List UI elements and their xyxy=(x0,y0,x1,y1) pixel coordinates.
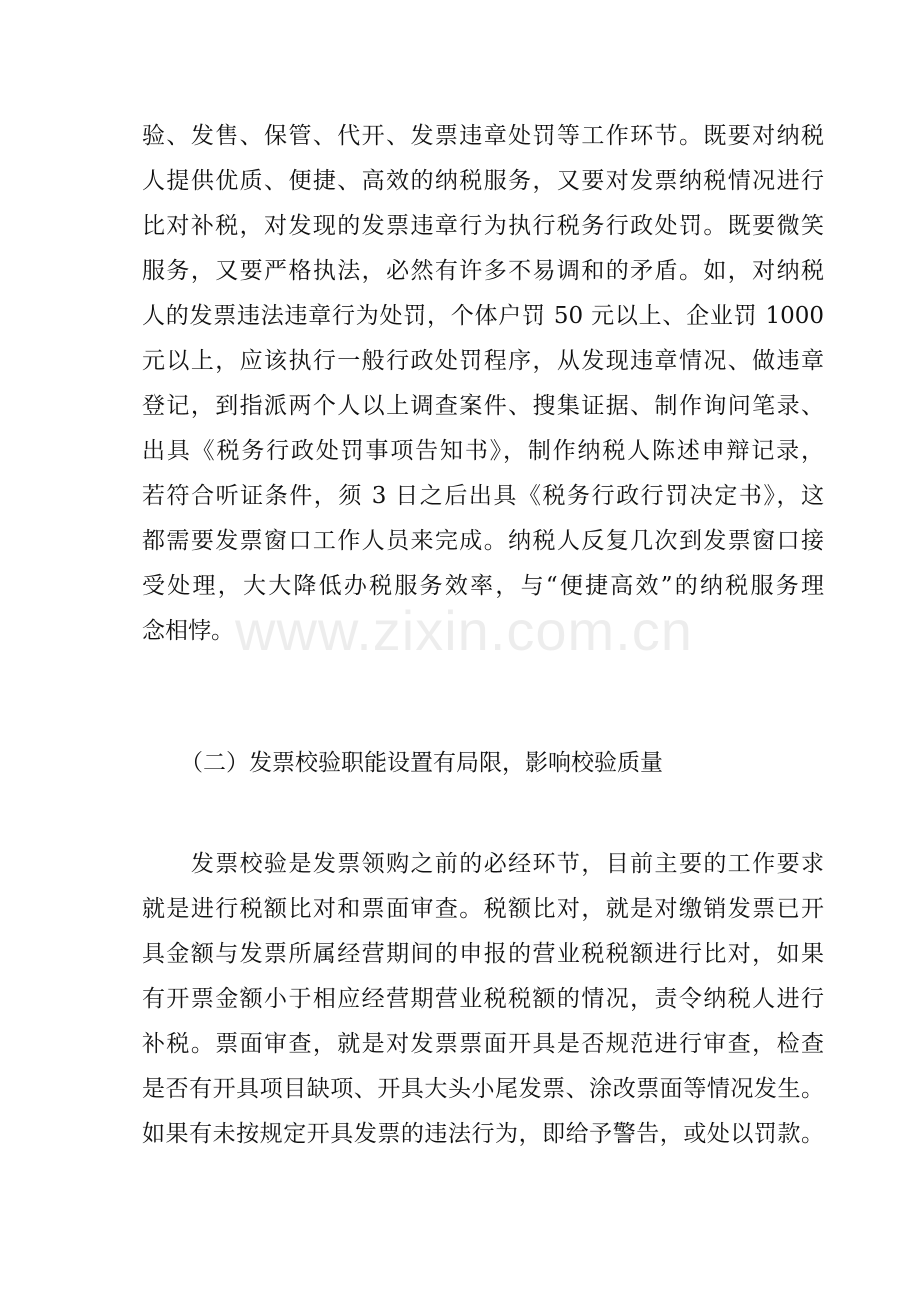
text-line: 受处理，大大降低办税服务效率，与“便捷高效”的纳税服务理 xyxy=(142,573,824,599)
watermark: www.zixin.com.cn xyxy=(235,599,693,662)
text-line: 服务，又要严格执法，必然有许多不易调和的矛盾。如，对纳税 xyxy=(142,258,824,284)
text-line: 发票校验是发票领购之前的必经环节，目前主要的工作要求 xyxy=(142,851,824,877)
text-line: 念相悖。 xyxy=(142,618,234,644)
text-line: 如果有未按规定开具发票的违法行为，即给予警告，或处以罚款。 xyxy=(142,1121,824,1147)
text-line: 是否有开具项目缺项、开具大头小尾发票、涂改票面等情况发生。 xyxy=(142,1076,824,1102)
text-line: 登记，到指派两个人以上调查案件、搜集证据、制作询问笔录、 xyxy=(142,393,824,419)
body-paragraph-2 xyxy=(142,842,824,1157)
section-heading: （二）发票校验职能设置有局限，影响校验质量 xyxy=(180,750,663,776)
text-line: 具金额与发票所属经营期间的申报的营业税税额进行比对，如果 xyxy=(142,941,824,967)
text-line: 就是进行税额比对和票面审查。税额比对，就是对缴销发票已开 xyxy=(142,896,824,922)
text-line: 补税。票面审查，就是对发票票面开具是否规范进行审查，检查 xyxy=(142,1031,824,1057)
text-line: 人提供优质、便捷、高效的纳税服务，又要对发票纳税情况进行 xyxy=(142,168,824,194)
body-paragraph-1 xyxy=(142,114,824,654)
text-line: 验、发售、保管、代开、发票违章处罚等工作环节。既要对纳税 xyxy=(142,123,824,149)
text-line: 有开票金额小于相应经营期营业税税额的情况，责令纳税人进行 xyxy=(142,986,824,1012)
text-line: 人的发票违法违章行为处罚，个体户罚 50 元以上、企业罚 1000 xyxy=(142,303,824,329)
text-line: 若符合听证条件，须 3 日之后出具《税务行政行罚决定书》，这 xyxy=(142,483,824,509)
text-line: 比对补税，对发现的发票违章行为执行税务行政处罚。既要微笑 xyxy=(142,213,824,239)
text-line: 都需要发票窗口工作人员来完成。纳税人反复几次到发票窗口接 xyxy=(142,528,824,554)
text-line: 元以上，应该执行一般行政处罚程序，从发现违章情况、做违章 xyxy=(142,348,824,374)
text-line: 出具《税务行政处罚事项告知书》，制作纳税人陈述申辩记录， xyxy=(142,438,824,464)
